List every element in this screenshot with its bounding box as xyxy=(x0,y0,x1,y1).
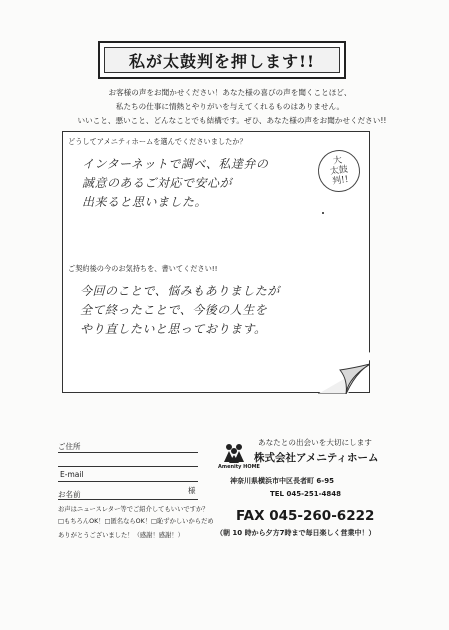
company-logo xyxy=(218,442,260,470)
company-fax: FAX 045-260-6222 xyxy=(236,508,375,524)
stamp-line-2: 太鼓 xyxy=(329,164,349,178)
consent-question: お声はニュースレター等でご紹介してもいいですか？ xyxy=(58,506,209,513)
answer-1-line-1: インターネットで調べ、私達弁の xyxy=(82,157,269,171)
intro-line-1: お客様の声をお聞かせください！あなた様の喜びの声を聞くことほど、 xyxy=(108,88,352,97)
company-tel: TEL 045-251-4848 xyxy=(270,490,341,498)
email-label: E-mail xyxy=(60,470,84,479)
mark-dot xyxy=(322,212,324,214)
question-2: ご契約後の今のお気持ちを、書いてください!! xyxy=(68,264,218,273)
consent-options: □もちろんOK！□匿名ならOK！□恥ずかしいからだめ xyxy=(58,518,214,525)
answer-1-line-3: 出来ると思いました。 xyxy=(82,195,208,209)
answer-1-line-2: 誠意のあるご対応で安心が xyxy=(82,176,233,190)
company-address: 神奈川県横浜市中区長者町 6-95 xyxy=(230,477,334,485)
company-name: 株式会社アメニティホーム xyxy=(254,452,379,464)
page-title: 私が太鼓判を押します!! xyxy=(104,47,340,73)
question-1: どうしてアメニティホームを選んでくださいましたか？ xyxy=(68,137,247,146)
stamp-line-1: 大 xyxy=(332,155,343,167)
answer-2-line-1: 今回のことで、悩みもありましたが xyxy=(80,284,280,298)
business-hours: （朝 10 時から夕方7時まで毎日楽しく営業中！） xyxy=(216,529,376,537)
address-line xyxy=(58,452,198,453)
thanks-text: ありがとうございました！（感謝！感謝！） xyxy=(58,532,184,539)
logo-house-icon xyxy=(220,442,248,464)
answer-2-line-2: 全て終ったことで、今後の人生を xyxy=(80,303,268,317)
page-curl-graphic xyxy=(318,352,370,394)
logo-text: Amenity HOME xyxy=(218,464,260,470)
address-line-2 xyxy=(58,466,198,467)
stamp-line-3: 判!! xyxy=(331,174,350,187)
title-banner xyxy=(98,41,346,79)
company-tagline: あなたとの出会いを大切にします xyxy=(258,438,372,447)
name-label: お名前 xyxy=(58,490,81,499)
intro-line-3: いいこと、悪いこと、どんなことでも結構です。ぜひ、あなた様の声をお聞かせください!! xyxy=(77,116,387,125)
answer-2-line-3: やり直したいと思っております。 xyxy=(80,322,267,336)
address-label: ご住所 xyxy=(58,442,81,451)
intro-line-2: 私たちの仕事に情熱とやりがいを与えてくれるものはありません。 xyxy=(115,102,345,111)
name-line xyxy=(58,499,198,500)
name-suffix: 様 xyxy=(188,486,196,495)
email-line xyxy=(58,481,198,482)
